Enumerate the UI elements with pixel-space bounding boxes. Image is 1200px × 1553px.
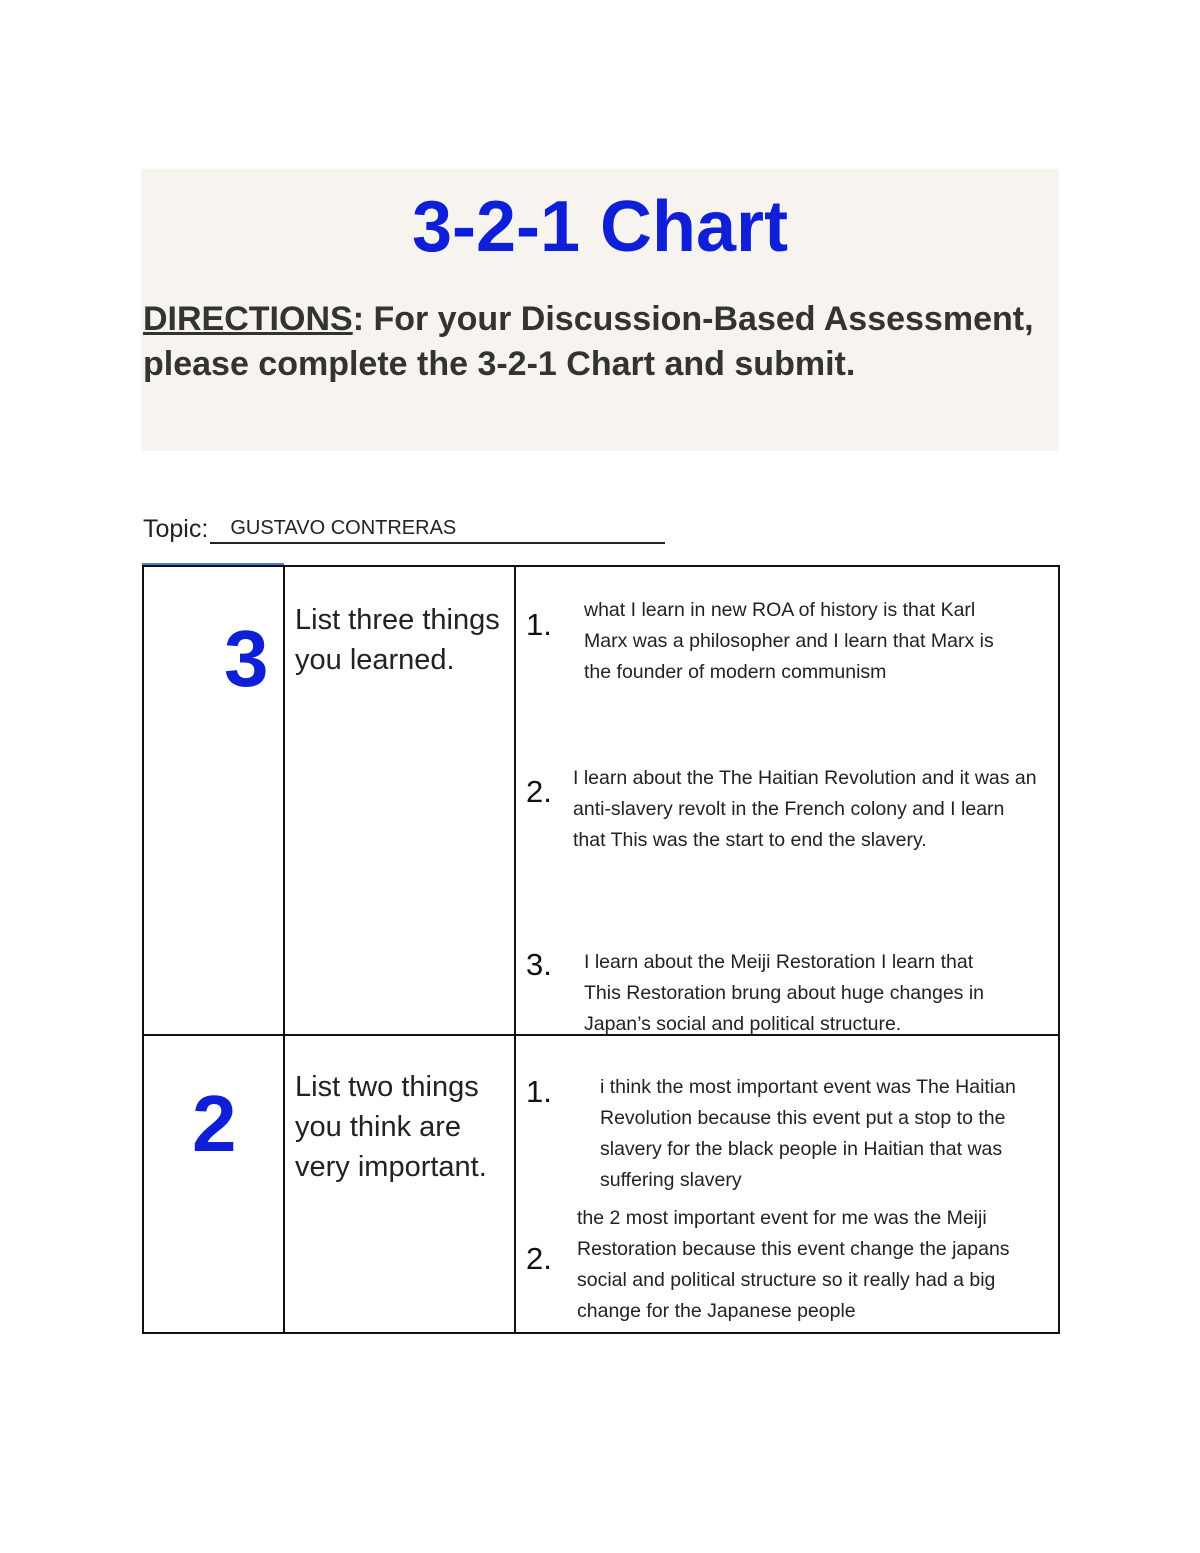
topic-row <box>143 508 665 544</box>
chart-table <box>142 565 1060 1334</box>
table-row <box>143 566 1059 1035</box>
row-number: 2 <box>192 1079 237 1168</box>
item-text: i think the most important event was The Haitian Revolution because this event put a stop to the slavery for the black people in Haitian that was suffering slavery <box>600 1076 1016 1191</box>
item-text: I learn about the The Haitian Revolution and it was an anti-slavery revolt in the French colony and I learn that This was the start to end the slavery. <box>573 767 1037 851</box>
table-row <box>143 1035 1059 1333</box>
prompt-cell <box>284 1035 515 1333</box>
answer-cell[interactable] <box>515 1035 1059 1333</box>
row-number-cell <box>143 566 284 1035</box>
answer-cell[interactable] <box>515 566 1059 1035</box>
header-box <box>141 169 1059 451</box>
topic-label: Topic: <box>143 515 209 543</box>
item-number: 2. <box>526 774 552 809</box>
directions-text: : For your Discussion-Based Assessment, please complete the 3-2-1 Chart and submit. <box>143 300 1034 383</box>
prompt-text: List two things you think are very important. <box>295 1071 487 1183</box>
item-text: the 2 most important event for me was the Meiji Restoration because this event change the japans social and political structure so it really had a big change for the Japanese people <box>577 1207 1010 1322</box>
prompt-cell <box>284 566 515 1035</box>
directions <box>143 297 1043 387</box>
row-number: 3 <box>224 614 269 703</box>
item-number: 1. <box>526 607 552 642</box>
prompt-text: List three things you learned. <box>295 604 500 676</box>
item-number: 2. <box>526 1241 552 1276</box>
directions-label: DIRECTIONS <box>143 300 353 338</box>
item-text: I learn about the Meiji Restoration I learn that This Restoration brung about huge changes in Japan’s social and political structure. <box>584 951 985 1035</box>
page-title: 3-2-1 Chart <box>411 187 789 267</box>
topic-value[interactable]: GUSTAVO CONTRERAS <box>210 514 665 544</box>
row-number-cell <box>143 1035 284 1333</box>
item-text: what I learn in new ROA of history is that Karl Marx was a philosopher and I learn that Marx is the founder of modern communism <box>584 599 994 683</box>
item-number: 3. <box>526 947 552 982</box>
item-number: 1. <box>526 1074 552 1109</box>
